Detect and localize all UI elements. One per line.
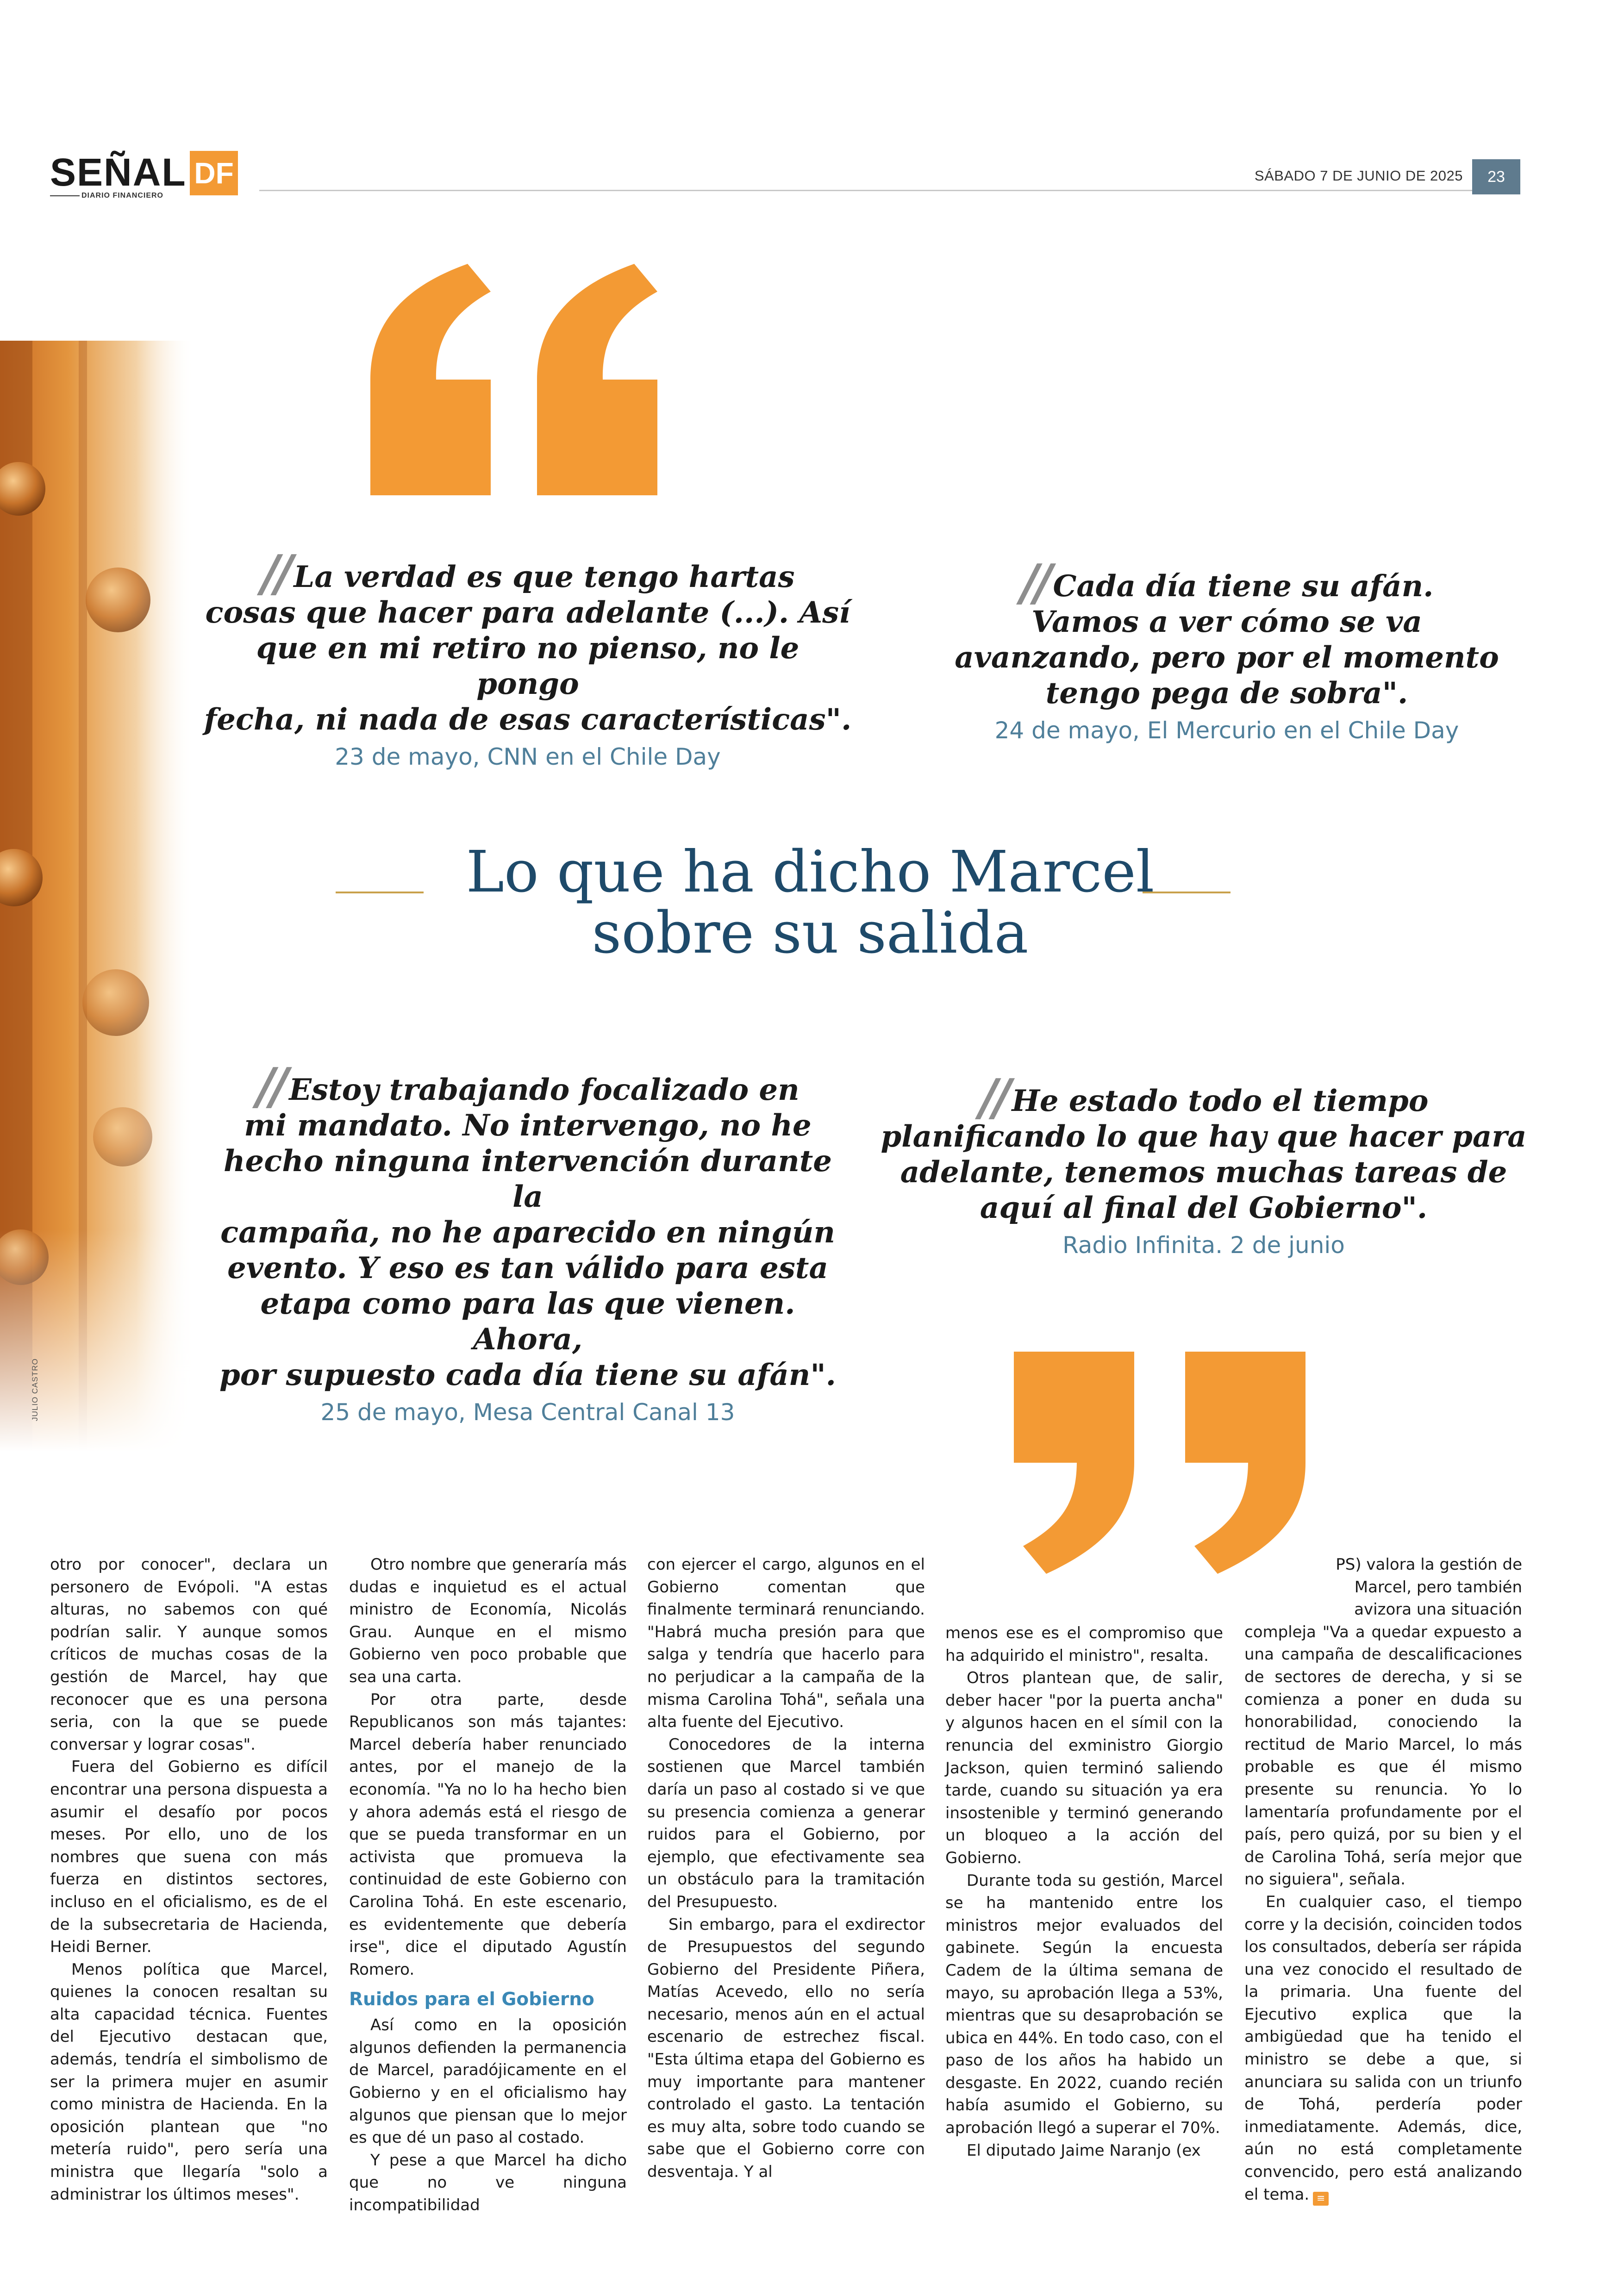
end-mark-icon: ≡ [1313, 2192, 1329, 2206]
paragraph: Por otra parte, desde Republicanos son más tajantes: Marcel debería haber renunciado antes, por el manejo de la economía. "Ya no lo ha hecho bien y ahora además está el riesgo de que se pueda transformar en un activista que promueva la continuidad de este Gobierno con Carolina Tohá. En este escenario, es evidentemente que debería irse", dice el diputado Agustín Romero. [349, 1690, 627, 1979]
paragraph: Durante toda su gestión, Marcel se ha mantenido entre los ministros mejor evaluados del gabinete. Según la encuesta Cadem de la última semana de mayo, su aprobación llega a 53%, mientras que su desaprobación se ubica en 44%. En todo caso, con el paso de los años ha habido un desgaste. En 2022, cuando recién había asumido el Gobierno, su aprobación llegó a superar el 70%. [945, 1871, 1223, 2138]
paragraph: Conocedores de la interna sostienen que Marcel también daría un paso al costado si ve que su presencia comienza a generar ruidos para el Gobierno, por ejemplo, que efectivamente sea un obstáculo para la tramitación del Presupuesto. [647, 1735, 925, 1911]
paragraph: Fuera del Gobierno es difícil encontrar una persona dispuesta a asumir el desafío por pocos meses. Por ello, uno de los nombres que suena con más fuerza en distintos sectores, incluso en el oficialismo, es de el de la subsecretaria de Hacienda, Heidi Berner. [50, 1758, 328, 1957]
quote-block [852, 1068, 1555, 1262]
paragraph: avizora una situación [1354, 1600, 1522, 1619]
paragraph: PS) valora la gestión de [1336, 1555, 1522, 1574]
quote-mark-icon: // [1020, 554, 1048, 612]
quote-text: // Cada día tiene su afán. Vamos a ver cómo se va avanzando, pero por el momento tengo pega de sobra". [955, 554, 1499, 711]
paragraph: otro por conocer", declara un personero de Evópoli. "A estas alturas, no sabemos con qué podrían salir. Y aunque somos críticos de muchas cosas de la gestión de Marcel, hay que reconocer que es una persona seria, con la que se puede conversar y lograr cosas". [50, 1555, 328, 1754]
open-quote-icon [370, 264, 685, 495]
quote-source: 23 de mayo, CNN en el Chile Day [335, 743, 721, 770]
quote-source: 25 de mayo, Mesa Central Canal 13 [320, 1399, 735, 1426]
quote-mark-icon: // [256, 1057, 284, 1116]
article-column-5 [1244, 1553, 1522, 2206]
paragraph: Y pese a que Marcel ha dicho que no ve ninguna incompatibilidad [349, 2151, 627, 2215]
brand-logo [50, 148, 235, 199]
article-column-3 [647, 1553, 925, 2183]
quote-mark-icon: // [979, 1068, 1006, 1127]
paragraph: menos ese es el compromiso que ha adquirido el ministro", resalta. [945, 1624, 1223, 1665]
issue-date: SÁBADO 7 DE JUNIO DE 2025 [1254, 168, 1463, 184]
quote-text: // He estado todo el tiempo planificando lo que hay que hacer para adelante, tenemos muchas tareas de aquí al final del Gobierno". [881, 1068, 1527, 1225]
paragraph: Otros plantean que, de salir, deber hacer "por la puerta ancha" y algunos hacen en el símil con la renuncia del exministro Giorgio Jackson, quien terminó saliendo tarde, cuando su situación ya era insostenible y terminó generando un bloqueo a la acción del Gobierno. [945, 1669, 1223, 1867]
photo-credit: JULIO CASTRO [31, 1358, 39, 1421]
brand-name: SEÑAL [50, 150, 187, 194]
quote-source: 24 de mayo, El Mercurio en el Chile Day [994, 717, 1459, 744]
steel-beam-illustration [0, 341, 194, 1452]
paragraph: Menos política que Marcel, quienes la conocen resaltan su alta capacidad técnica. Fuentes del Ejecutivo destacan que, además, tendría el simbolismo de ser la primera mujer en asumir como ministra de Hacienda. En la oposición plantean que "no metería ruido", pero sería una ministra que llegaría "solo a administrar los últimos meses". [50, 1960, 328, 2204]
quote-text: // La verdad es que tengo hartas cosas que hacer para adelante (...). Así que en mi retiro no pienso, no le pongo fecha, ni nada de esas características". [204, 544, 852, 737]
article-column-4 [945, 1622, 1223, 2162]
header-rule [259, 190, 1472, 191]
quote-block [204, 1057, 852, 1429]
close-quote-icon [1014, 1352, 1329, 1574]
brand-badge: DF [190, 151, 238, 195]
paragraph: Marcel, pero también [1354, 1578, 1522, 1597]
paragraph: El diputado Jaime Naranjo (ex [967, 2141, 1201, 2160]
article-column-2 [349, 1553, 627, 2217]
paragraph: Otro nombre que generaría más dudas e inquietud es el actual ministro de Economía, Nicolás Grau. Aunque en el mismo Gobierno ven poco probable que sea una carta. [349, 1555, 627, 1686]
steel-beam-photo [0, 341, 194, 1452]
quote-source: Radio Infinita. 2 de junio [1062, 1232, 1345, 1259]
page-number: 23 [1472, 159, 1520, 194]
paragraph: En cualquier caso, el tiempo corre y la decisión, coinciden todos los consultados, debería ser rápida una vez conocido el resultado de la primaria. Una fuente del Ejecutivo explica que la ambigüedad que ha tenido el ministro se debe a que, si anunciara su salida con un triunfo de Tohá, perdería poder inmediatamente. Además, dice, aún no está completamente convencido, pero está analizando el tema. ≡ [1244, 1891, 1522, 2206]
subheading: Ruidos para el Gobierno [349, 1989, 594, 2010]
quote-text: // Estoy trabajando focalizado en mi mandato. No intervengo, no he hecho ninguna intervención durante la campaña, no he aparecido en ningún evento. Y eso es tan válido para esta etapa como para las que vienen. Ahora, por supuesto cada día tiene su afán". [219, 1057, 836, 1392]
brand-subtitle: DIARIO FINANCIERO [81, 192, 163, 200]
paragraph: Sin embargo, para el exdirector de Presupuestos del segundo Gobierno del Presidente Piñera, Matías Acevedo, ello no sería necesario, menos aún en el actual escenario de estrechez fiscal. "Esta última etapa del Gobierno es muy importante para mantener controlado el gasto. La tentación es muy alta, sobre todo cuando se sabe que el Gobierno corre con desventaja. Y al [647, 1915, 925, 2182]
headline: Lo que ha dicho Marcel sobre su salida [466, 839, 1155, 967]
brand-sub-rule [50, 195, 80, 196]
paragraph: Así como en la oposición algunos defienden la permanencia de Marcel, paradójicamente en el Gobierno y en el oficialismo hay algunos que piensan que lo mejor es que dé un paso al costado. [349, 2016, 627, 2147]
quote-block [921, 554, 1532, 747]
article-column-1 [50, 1553, 328, 2206]
paragraph: con ejercer el cargo, algunos en el Gobierno comentan que finalmente terminará renunciando. "Habrá mucha presión para que salga y tendría que hacerlo para no perjudicar a la campaña de la misma Carolina Tohá", señala una alta fuente del Ejecutivo. [647, 1555, 925, 1732]
paragraph: compleja "Va a quedar expuesto a una campaña de descalificaciones de sectores de derecha, y si se comienza a poner en duda su honorabilidad, conociendo la rectitud de Mario Marcel, lo más probable es que él mismo presente su renuncia. Yo lo lamentaría profundamente por el país, pero quizá, por su bien y el de Carolina Tohá, sería mejor que no siguiera", señala. [1244, 1622, 1522, 1889]
quote-block [204, 544, 852, 773]
quote-mark-icon: // [261, 544, 288, 603]
